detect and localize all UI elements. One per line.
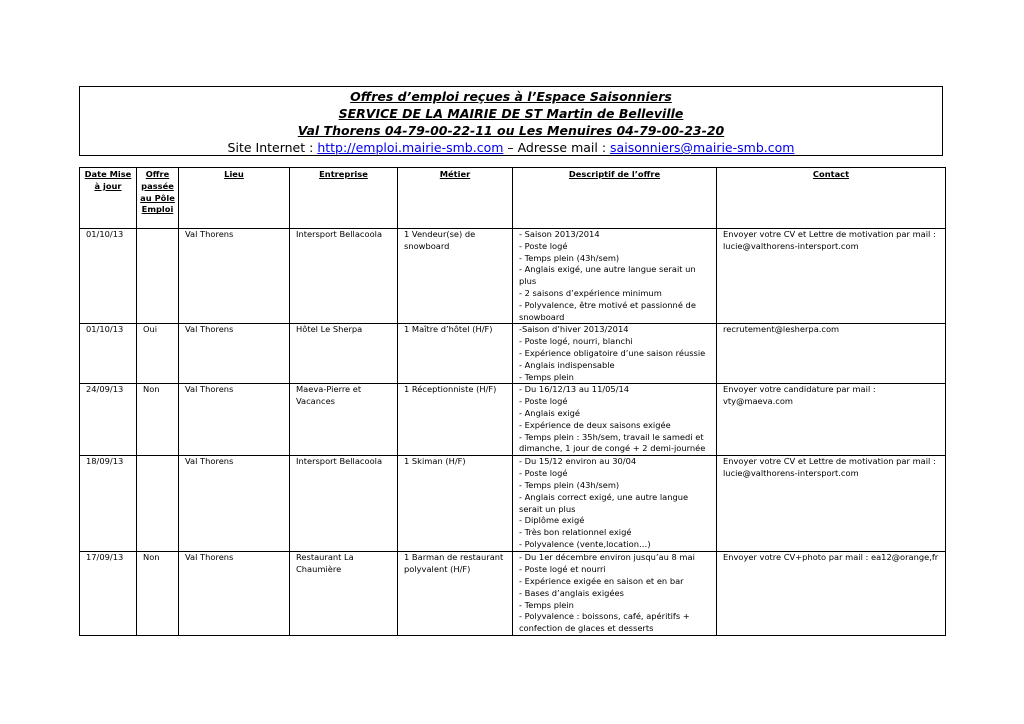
column-header: Offre passée au Pôle Emploi [137, 168, 179, 229]
contact-cell: Envoyer votre CV et Lettre de motivation par mail : lucie@valthorens-intersport.com [717, 456, 946, 552]
pole-emploi-cell [137, 229, 179, 324]
descriptif-line: - Bases d’anglais exigées [519, 587, 624, 598]
metier-cell: 1 Skiman (H/F) [398, 456, 513, 552]
document-header [79, 86, 943, 156]
column-header: Descriptif de l’offre [513, 168, 717, 229]
table-row [80, 456, 946, 552]
descriptif-line: - Poste logé [519, 396, 568, 407]
descriptif-line: - Du 16/12/13 au 11/05/14 [519, 384, 630, 395]
contact-cell: Envoyer votre CV et Lettre de motivation par mail : lucie@valthorens-intersport.com [717, 229, 946, 324]
descriptif-line: - Polyvalence (vente,location…) [519, 538, 651, 549]
entreprise-cell: Intersport Bellacoola [290, 456, 398, 552]
descriptif-cell [513, 229, 717, 324]
descriptif-line: - Très bon relationnel exigé [519, 527, 632, 538]
descriptif-line: - Du 15/12 environ au 30/04 [519, 456, 637, 467]
job-offers-table [79, 167, 946, 636]
entreprise-cell: Restaurant La Chaumière [290, 552, 398, 636]
phone-numbers: Val Thorens 04-79-00-22-11 ou Les Menuires 04-79-00-23-20 [297, 123, 725, 138]
descriptif-line: - Poste logé, nourri, blanchi [519, 336, 633, 347]
descriptif-line: - Temps plein (43h/sem) [519, 252, 620, 263]
site-link[interactable]: http://emploi.mairie-smb.com [317, 140, 504, 155]
document-title: Offres d’emploi reçues à l’Espace Saisonniers [350, 89, 672, 104]
site-label: Site Internet : [227, 140, 318, 155]
date-cell: 01/10/13 [80, 229, 137, 324]
contact-cell: Envoyer votre CV+photo par mail : ea12@orange,fr [717, 552, 946, 636]
pole-emploi-cell: Non [137, 384, 179, 456]
metier-cell: 1 Réceptionniste (H/F) [398, 384, 513, 456]
column-header: Métier [398, 168, 513, 229]
metier-cell: 1 Maître d’hôtel (H/F) [398, 324, 513, 384]
column-header: Lieu [179, 168, 290, 229]
pole-emploi-cell: Non [137, 552, 179, 636]
contact-cell: Envoyer votre candidature par mail : vty@maeva.com [717, 384, 946, 456]
lieu-cell: Val Thorens [179, 384, 290, 456]
table-row [80, 324, 946, 384]
descriptif-line: - Temps plein [519, 371, 574, 382]
lieu-cell: Val Thorens [179, 552, 290, 636]
descriptif-line: - 2 saisons d’expérience minimum [519, 287, 662, 298]
descriptif-line: - Anglais indispensable [519, 359, 615, 370]
date-cell: 17/09/13 [80, 552, 137, 636]
descriptif-line: - Anglais exigé [519, 407, 581, 418]
entreprise-cell: Maeva-Pierre et Vacances [290, 384, 398, 456]
descriptif-line: -Saison d’hiver 2013/2014 [519, 324, 629, 335]
lieu-cell: Val Thorens [179, 324, 290, 384]
descriptif-line: - Poste logé [519, 240, 568, 251]
metier-cell: 1 Vendeur(se) de snowboard [398, 229, 513, 324]
descriptif-cell [513, 384, 717, 456]
contact-cell: recrutement@lesherpa.com [717, 324, 946, 384]
column-header: Entreprise [290, 168, 398, 229]
mail-label: – Adresse mail : [503, 140, 611, 155]
service-name: SERVICE DE LA MAIRIE DE ST Martin de Belleville [338, 106, 684, 121]
lieu-cell: Val Thorens [179, 456, 290, 552]
descriptif-line: - Polyvalence, être motivé et passionné de snowboard [519, 299, 696, 322]
table-row [80, 384, 946, 456]
descriptif-line: - Du 1er décembre environ jusqu’au 8 mai [519, 552, 695, 563]
descriptif-line: - Anglais correct exigé, une autre langue serait un plus [519, 491, 689, 514]
table-row [80, 229, 946, 324]
descriptif-line: - Expérience exigée en saison et en bar [519, 575, 684, 586]
column-header: Contact [717, 168, 946, 229]
column-header: Date Mise à jour [80, 168, 137, 229]
date-cell: 18/09/13 [80, 456, 137, 552]
descriptif-line: - Saison 2013/2014 [519, 229, 600, 239]
descriptif-line: - Temps plein : 35h/sem, travail le samedi et dimanche, 1 jour de congé + 2 demi-journée [519, 431, 706, 454]
date-cell: 24/09/13 [80, 384, 137, 456]
lieu-cell: Val Thorens [179, 229, 290, 324]
date-cell: 01/10/13 [80, 324, 137, 384]
descriptif-line: - Temps plein [519, 599, 574, 610]
entreprise-cell: Intersport Bellacoola [290, 229, 398, 324]
table-header-row [80, 168, 946, 229]
table-row [80, 552, 946, 636]
descriptif-cell [513, 456, 717, 552]
mail-link[interactable]: saisonniers@mairie-smb.com [610, 140, 795, 155]
descriptif-cell [513, 324, 717, 384]
descriptif-line: - Expérience de deux saisons exigée [519, 419, 671, 430]
entreprise-cell: Hôtel Le Sherpa [290, 324, 398, 384]
descriptif-line: - Temps plein (43h/sem) [519, 479, 620, 490]
pole-emploi-cell [137, 456, 179, 552]
descriptif-cell [513, 552, 717, 636]
metier-cell: 1 Barman de restaurant polyvalent (H/F) [398, 552, 513, 636]
descriptif-line: - Expérience obligatoire d’une saison réussie [519, 347, 706, 358]
descriptif-line: - Polyvalence : boissons, café, apéritifs + confection de glaces et desserts [519, 611, 690, 634]
site-line [80, 139, 942, 156]
descriptif-line: - Anglais exigé, une autre langue serait un plus [519, 264, 696, 287]
descriptif-line: - Poste logé [519, 468, 568, 479]
descriptif-line: - Poste logé et nourri [519, 564, 606, 575]
pole-emploi-cell: Oui [137, 324, 179, 384]
descriptif-line: - Diplôme exigé [519, 515, 585, 526]
